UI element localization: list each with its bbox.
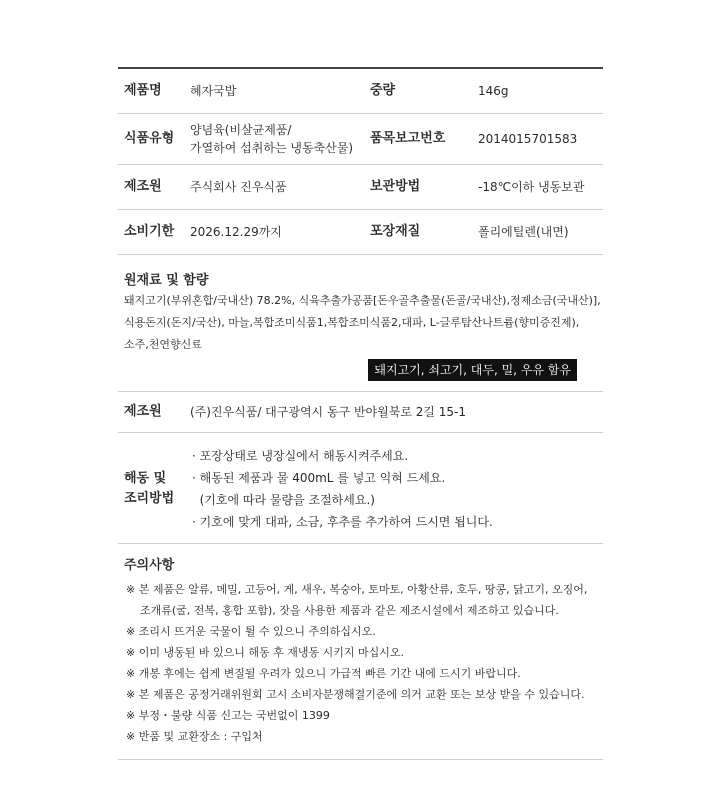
allergen-wrap xyxy=(118,359,603,381)
manufacturer-row xyxy=(118,392,603,433)
packaging-value: 폴리에틸렌(내면) xyxy=(478,225,569,239)
ingredients-line: 소주,천연향신료 xyxy=(124,338,202,351)
packaging-label: 포장재질 xyxy=(370,224,421,239)
preparation-steps xyxy=(192,445,493,533)
manufacturer-value: (주)진우식품/ 대구광역시 동구 반야월북로 2길 15-1 xyxy=(190,405,467,419)
manufacturer-label: 제조원 xyxy=(124,404,162,419)
ingredients-text xyxy=(118,290,603,356)
weight-value: 146g xyxy=(478,84,509,98)
product-name-label: 제품명 xyxy=(124,83,162,98)
preparation-step: · 포장상태로 냉장실에서 해동시켜주세요. xyxy=(192,449,409,463)
food-type-value: 양념육(비살균제품/ 가열하여 섭취하는 냉동축산물) xyxy=(190,123,354,155)
spec-row-food-type xyxy=(118,114,603,165)
preparation-label xyxy=(118,469,192,509)
caution-line: ※ 부정・불량 식품 신고는 국번없이 1399 xyxy=(126,709,330,722)
cautions-section xyxy=(118,544,603,760)
preparation-step: · 해동된 제품과 물 400mL 를 넣고 익혀 드세요. xyxy=(192,471,446,485)
maker-value: 주식회사 진우식품 xyxy=(190,180,287,194)
spec-row-product-name xyxy=(118,69,603,114)
food-type-label: 식품유형 xyxy=(124,131,175,146)
expiry-label: 소비기한 xyxy=(124,224,175,239)
report-number-label: 품목보고번호 xyxy=(370,131,446,146)
ingredients-line: 식용돈지(돈지/국산), 마늘,복합조미식품1,복합조미식품2,대파, L-글루탐산나트륨(향미증진제), xyxy=(124,316,580,329)
preparation-label-line: 해동 및 xyxy=(124,471,167,486)
caution-line: ※ 본 제품은 공정거래위원회 고시 소비자분쟁해결기준에 의거 교환 또는 보상 받을 수 있습니다. xyxy=(126,688,585,701)
caution-line: ※ 본 제품은 알류, 메밀, 고등어, 게, 새우, 복숭아, 토마토, 아황산류, 호두, 땅콩, 닭고기, 오징어, xyxy=(126,583,588,596)
preparation-step: (기호에 따라 물량을 조절하세요.) xyxy=(192,493,375,507)
maker-label: 제조원 xyxy=(124,179,162,194)
expiry-value: 2026.12.29까지 xyxy=(190,225,282,239)
ingredients-section xyxy=(118,255,603,392)
caution-line: ※ 반품 및 교환장소 : 구입처 xyxy=(126,730,263,743)
report-number-value: 2014015701583 xyxy=(478,132,578,146)
spec-row-expiry xyxy=(118,210,603,255)
caution-line: 조개류(굴, 전복, 홍합 포함), 잣을 사용한 제품과 같은 제조시설에서 제조하고 있습니다. xyxy=(140,604,559,617)
preparation-label-line: 조리방법 xyxy=(124,491,175,506)
allergen-badge: 돼지고기, 쇠고기, 대두, 밀, 우유 함유 xyxy=(368,359,577,381)
weight-label: 중량 xyxy=(370,83,396,98)
product-name-value: 혜자국밥 xyxy=(190,84,237,98)
ingredients-line: 돼지고기(부위혼합/국내산) 78.2%, 식육추출가공품[돈우골추출물(돈골/국내산),정제소금(국내산)], xyxy=(124,294,601,307)
storage-label: 보관방법 xyxy=(370,179,421,194)
preparation-step: · 기호에 맞게 대파, 소금, 후추를 추가하여 드시면 됩니다. xyxy=(192,515,493,529)
cautions-title: 주의사항 xyxy=(124,558,175,573)
storage-value: -18℃이하 냉동보관 xyxy=(478,180,585,194)
preparation-section xyxy=(118,433,603,544)
caution-line: ※ 개봉 후에는 쉽게 변질될 우려가 있으니 가급적 빠른 기간 내에 드시기 바랍니다. xyxy=(126,667,521,680)
spec-row-maker xyxy=(118,165,603,210)
ingredients-title: 원재료 및 함량 xyxy=(124,273,209,288)
caution-line: ※ 조리시 뜨거운 국물이 튈 수 있으니 주의하십시오. xyxy=(126,625,376,638)
product-info-sheet xyxy=(118,67,603,760)
caution-line: ※ 이미 냉동된 바 있으니 해동 후 재냉동 시키지 마십시오. xyxy=(126,646,404,659)
